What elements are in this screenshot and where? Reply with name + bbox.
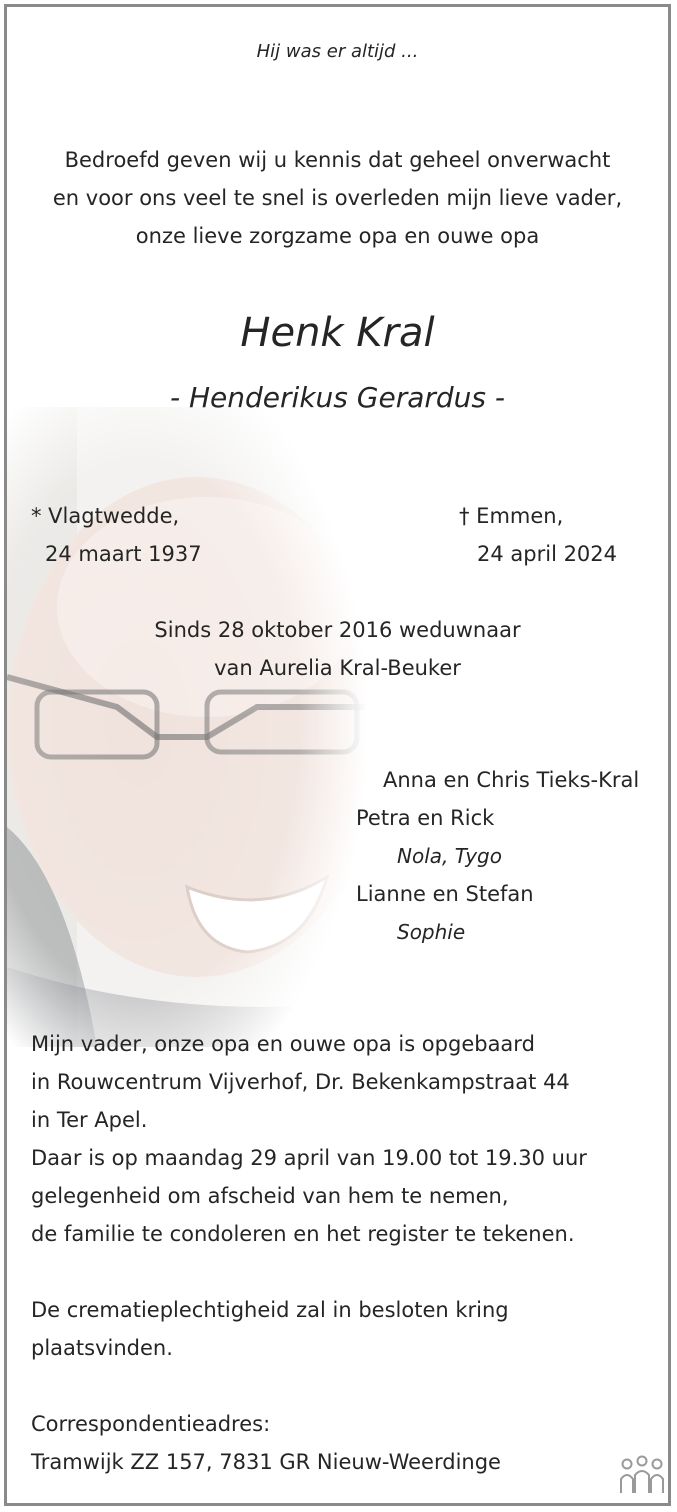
intro-line: onze lieve zorgzame opa en ouwe opa (135, 224, 540, 248)
grandchildren: Sophie (397, 920, 466, 944)
intro-line: Bedroefd geven wij u kennis dat geheel onverwacht (64, 148, 611, 172)
family-member: Anna en Chris Tieks-Kral (383, 768, 640, 792)
widower-line: Sinds 28 oktober 2016 weduwnaar (154, 618, 521, 642)
family-logo-icon (619, 1455, 665, 1502)
widower-line: van Aurelia Kral-Beuker (214, 656, 461, 680)
cremation-line: plaatsvinden. (31, 1336, 173, 1360)
cremation-line: De crematieplechtigheid zal in besloten kring (31, 1298, 509, 1322)
grandchildren: Nola, Tygo (397, 844, 502, 868)
family-member: Petra en Rick (356, 806, 495, 830)
correspondence-address: Tramwijk ZZ 157, 7831 GR Nieuw-Weerdinge (31, 1450, 501, 1474)
obituary-card (4, 4, 671, 1506)
details-line: in Rouwcentrum Vijverhof, Dr. Bekenkampstraat 44 (31, 1070, 570, 1094)
deceased-given-names: - Henderikus Gerardus - (170, 381, 505, 414)
death-place: † Emmen, (459, 504, 564, 528)
details-line: Mijn vader, onze opa en ouwe opa is opgebaard (31, 1032, 535, 1056)
correspondence-label: Correspondentieadres: (31, 1412, 271, 1436)
details-line: Daar is op maandag 29 april van 19.00 tot 19.30 uur (31, 1146, 587, 1170)
deceased-name: Henk Kral (240, 310, 435, 356)
death-date: 24 april 2024 (477, 542, 618, 566)
birth-place: * Vlagtwedde, (31, 504, 180, 528)
family-member: Lianne en Stefan (356, 882, 534, 906)
motto: Hij was er altijd ... (256, 41, 419, 62)
details-line: in Ter Apel. (31, 1108, 148, 1132)
details-line: gelegenheid om afscheid van hem te nemen, (31, 1184, 509, 1208)
details-line: de familie te condoleren en het register te tekenen. (31, 1222, 575, 1246)
birth-date: 24 maart 1937 (45, 542, 202, 566)
intro-line: en voor ons veel te snel is overleden mijn lieve vader, (52, 186, 623, 210)
